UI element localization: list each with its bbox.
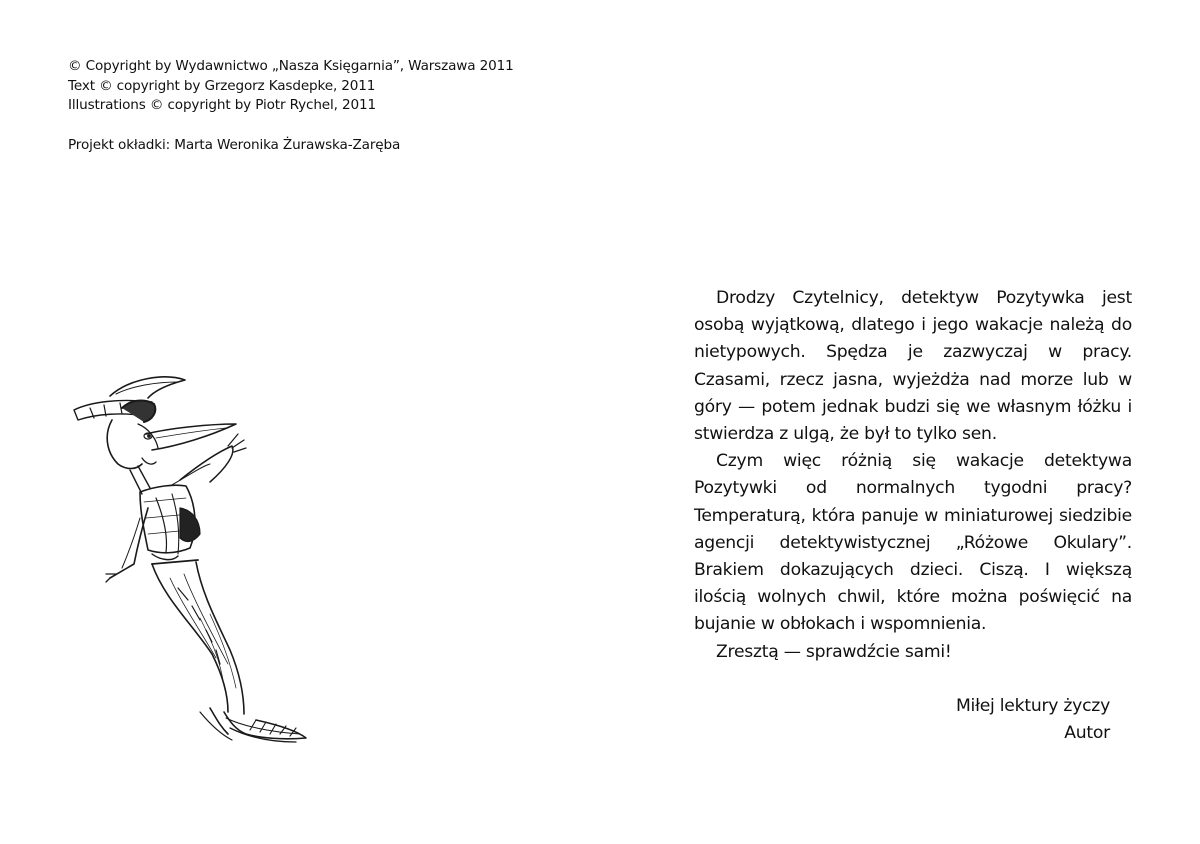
foreword-paragraph: Zresztą — sprawdźcie sami!	[716, 641, 952, 662]
closing-signature	[956, 693, 1110, 747]
cover-credit: Projekt okładki: Marta Weronika Żurawska-Zaręba	[68, 136, 401, 153]
author-signature: Autor	[1064, 723, 1110, 743]
copyright-illustrations: Illustrations © copyright by Piotr Rychel, 2011	[68, 97, 376, 114]
foreword-paragraph: Czym więc różnią się wakacje detektywa Pozytywki od normalnych tygodni pracy? Temperaturą, która panuje w miniaturowej siedzibie agencji detektywistycznej „Różowe Okulary”. Brakiem dokazujących dzieci. Ciszą. I większą ilością wolnych chwil, które można poświęcić na bujanie w obłokach i wspomnienia.	[694, 451, 1132, 635]
closing-wish: Miłej lektury życzy	[955, 696, 1110, 716]
detective-sketch-icon	[60, 368, 320, 758]
copyright-publisher: © Copyright by Wydawnictwo „Nasza Księgarnia”, Warszawa 2011	[68, 58, 514, 74]
foreword-paragraph: Drodzy Czytelnicy, detektyw Pozytywka jest osobą wyjątkową, dlatego i jego wakacje należą do nietypowych. Spędza je zazwyczaj w pracy. Czasami, rzecz jasna, wyjeżdża nad morze lub w góry — potem jednak budzi się we własnym łóżku i stwierdza z ulgą, że był to tylko sen.	[694, 288, 1132, 445]
copyright-text: Text © copyright by Grzegorz Kasdepke, 2011	[68, 77, 376, 94]
copyright-imprint	[68, 57, 588, 155]
foreword-text	[694, 285, 1132, 666]
